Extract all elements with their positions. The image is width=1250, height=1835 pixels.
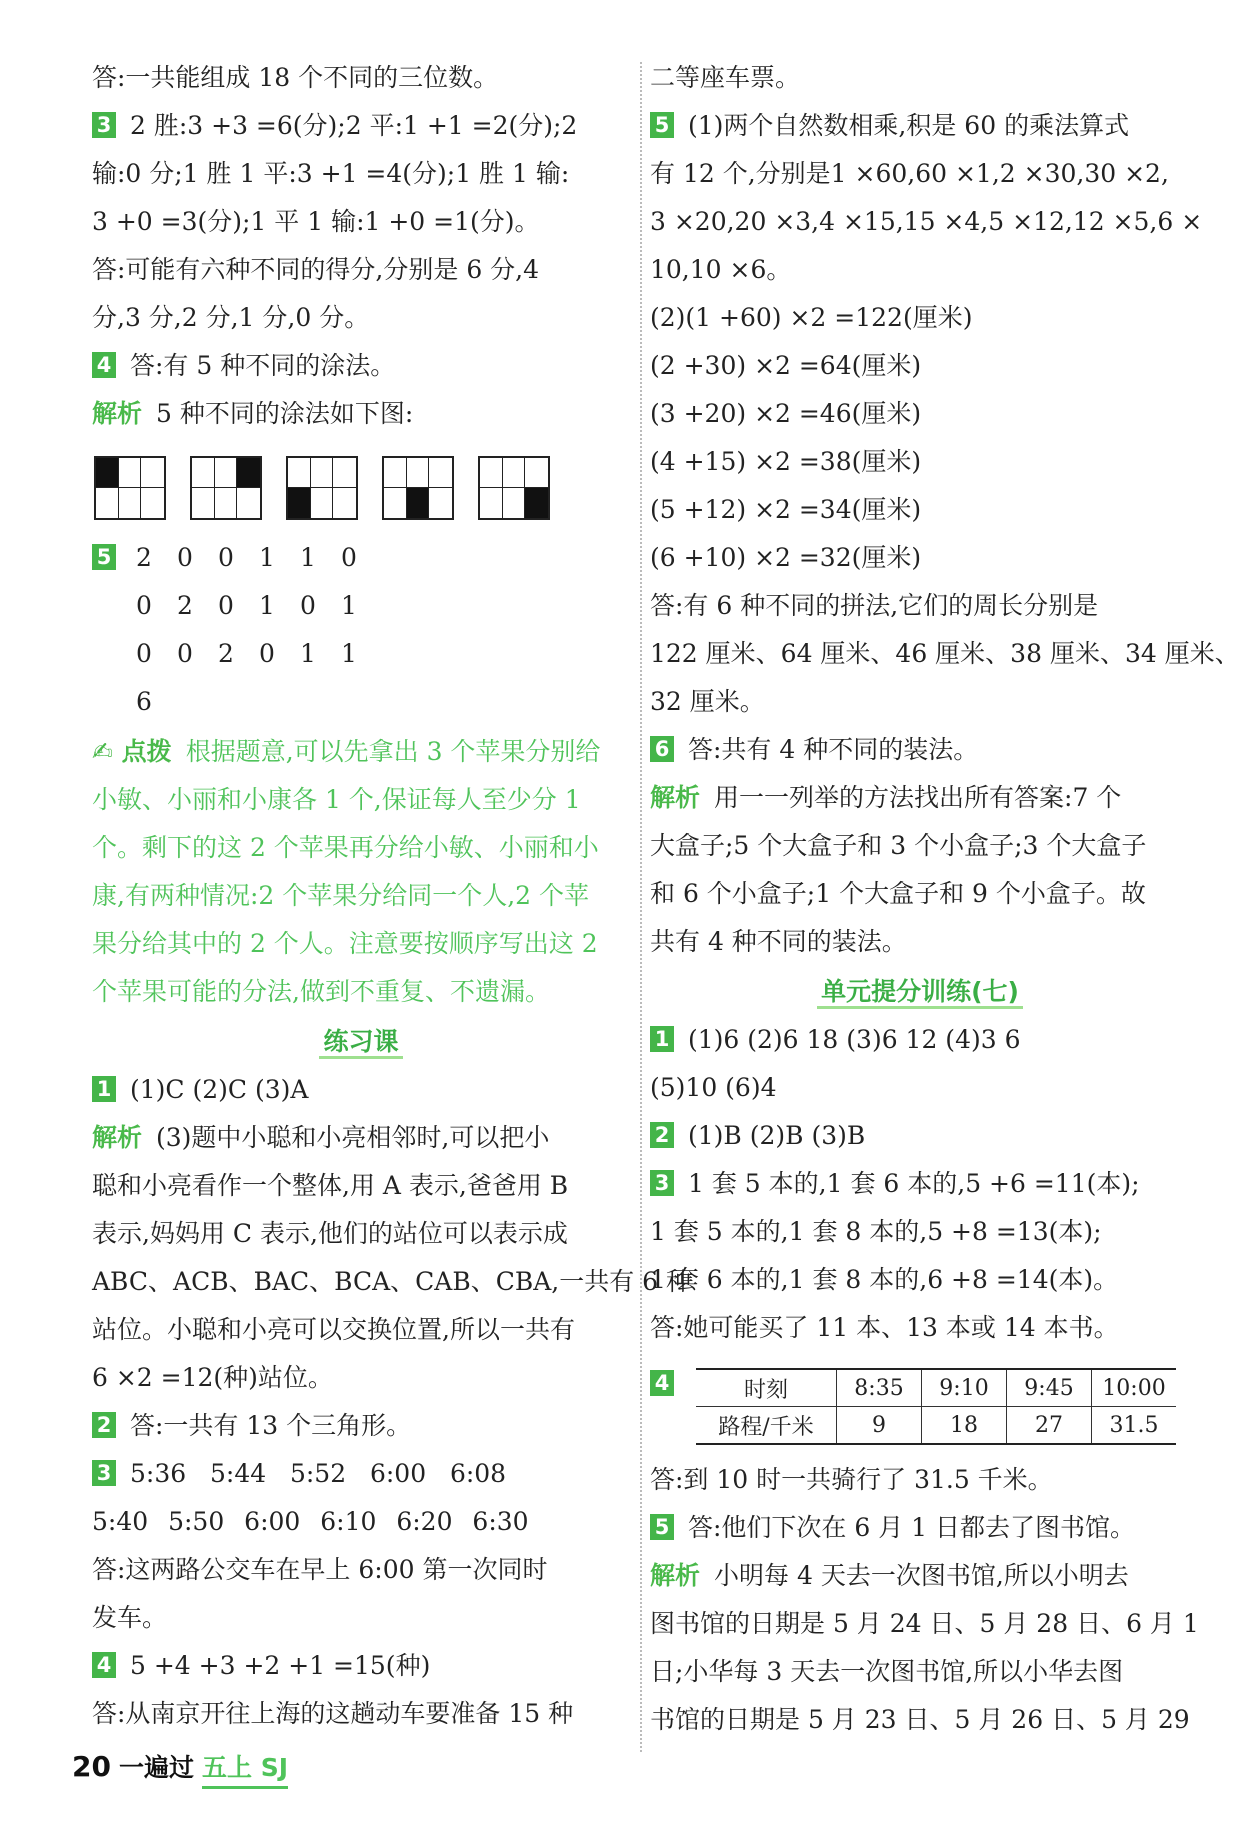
- table-cell: 9: [837, 1407, 922, 1445]
- text-line: (5)10 (6)4: [650, 1073, 777, 1102]
- p3-number-badge: 3: [92, 1460, 116, 1486]
- calc-line: (2 +30) ×2 =64(厘米): [650, 351, 922, 380]
- analysis-label: 解析: [650, 1561, 701, 1590]
- s1-number-badge: 1: [650, 1026, 674, 1052]
- coloring-grid-5: [478, 456, 550, 520]
- answer-line: 答:一共能组成 18 个不同的三位数。: [92, 63, 499, 92]
- p2-number-badge: 2: [92, 1412, 116, 1438]
- table-cell: 9:10: [922, 1369, 1007, 1407]
- table-cell: 18: [922, 1407, 1007, 1445]
- answer-line: 答:可能有六种不同的得分,分别是 6 分,4: [92, 255, 540, 284]
- answer-line: 答:这两路公交车在早上 6:00 第一次同时: [92, 1555, 548, 1584]
- tip-line: 果分给其中的 2 个人。注意要按顺序写出这 2: [92, 929, 598, 958]
- row-header: 路程/千米: [696, 1407, 837, 1445]
- q6-line: 6 答:共有 4 种不同的装法。: [650, 732, 978, 768]
- calc-line: (5 +12) ×2 =34(厘米): [650, 495, 922, 524]
- table-row: [696, 1369, 1176, 1407]
- text-line: 3 ×20,20 ×3,4 ×15,15 ×4,5 ×12,12 ×5,6 ×: [650, 207, 1203, 236]
- q5-number-badge: 5: [650, 112, 674, 138]
- q3-line: 3 2 胜:3 +3 =6(分);2 平:1 +1 =2(分);2: [92, 108, 577, 144]
- text-line: 122 厘米、64 厘米、46 厘米、38 厘米、34 厘米、: [650, 639, 1240, 668]
- s5-number-badge: 5: [650, 1514, 674, 1540]
- text-line: 站位。小聪和小亮可以交换位置,所以一共有: [92, 1315, 575, 1344]
- section-heading: 练习课: [92, 1022, 630, 1058]
- text-line: 1 套 5 本的,1 套 8 本的,5 +8 =13(本);: [650, 1217, 1102, 1246]
- text-line: 分,3 分,2 分,1 分,0 分。: [92, 303, 370, 332]
- p3-line: 3 5:36 5:44 5:52 6:00 6:08: [92, 1456, 506, 1492]
- q4-number-badge: 4: [92, 352, 116, 378]
- table-row: [696, 1407, 1176, 1445]
- text-line: 图书馆的日期是 5 月 24 日、5 月 28 日、6 月 1: [650, 1609, 1199, 1638]
- tip-label: ✍ 点拨: [92, 737, 172, 766]
- analysis-line: 解析 用一一列举的方法找出所有答案:7 个: [650, 783, 1122, 812]
- table-cell: 10:00: [1092, 1369, 1177, 1407]
- calc-line: (2)(1 +60) ×2 =122(厘米): [650, 303, 973, 332]
- text-line: 日;小华每 3 天去一次图书馆,所以小华去图: [650, 1657, 1124, 1686]
- table-cell: 9:45: [1007, 1369, 1092, 1407]
- q5-line: 5 (1)两个自然数相乘,积是 60 的乘法算式: [650, 108, 1129, 144]
- text-line: 二等座车票。: [650, 63, 801, 92]
- analysis-label: 解析: [650, 783, 701, 812]
- calc-line: (6 +10) ×2 =32(厘米): [650, 543, 922, 572]
- answer-line: 答:到 10 时一共骑行了 31.5 千米。: [650, 1465, 1053, 1494]
- tip-line: 小敏、小丽和小康各 1 个,保证每人至少分 1: [92, 785, 581, 814]
- s3-line: 3 1 套 5 本的,1 套 6 本的,5 +6 =11(本);: [650, 1166, 1140, 1202]
- text-line: 和 6 个小盒子;1 个大盒子和 9 个小盒子。故: [650, 879, 1146, 908]
- tip-line: ✍ 点拨 根据题意,可以先拿出 3 个苹果分别给: [92, 737, 601, 766]
- text-line: 大盒子;5 个大盒子和 3 个小盒子;3 个大盒子: [650, 831, 1147, 860]
- coloring-grid-2: [190, 456, 262, 520]
- tip-line: 康,有两种情况:2 个苹果分给同一个人,2 个苹: [92, 881, 590, 910]
- book-title: 一遍过: [118, 1753, 194, 1782]
- p2-line: 2 答:一共有 13 个三角形。: [92, 1408, 411, 1444]
- table-cell: 8:35: [837, 1369, 922, 1407]
- text-line: 表示,妈妈用 C 表示,他们的站位可以表示成: [92, 1219, 568, 1248]
- s4-number-badge: 4: [650, 1370, 674, 1396]
- table-cell: 31.5: [1092, 1407, 1177, 1445]
- column-divider: [640, 62, 642, 1752]
- s1-line: 1 (1)6 (2)6 18 (3)6 12 (4)3 6: [650, 1022, 1020, 1058]
- s5-line: 5 答:他们下次在 6 月 1 日都去了图书馆。: [650, 1510, 1135, 1546]
- s2-line: 2 (1)B (2)B (3)B: [650, 1118, 865, 1154]
- analysis-label: 解析: [92, 1123, 143, 1152]
- text-line: 32 厘米。: [650, 687, 765, 716]
- p1-line: 1 (1)C (2)C (3)A: [92, 1072, 308, 1108]
- calc-line: (4 +15) ×2 =38(厘米): [650, 447, 922, 476]
- tip-line: 个。剩下的这 2 个苹果再分给小敏、小丽和小: [92, 833, 599, 862]
- time-distance-table: [696, 1368, 1176, 1445]
- page-number: 20: [72, 1750, 111, 1783]
- q5-badge-line: [92, 540, 130, 576]
- q5-number-badge: 5: [92, 544, 116, 570]
- text-line: 发车。: [92, 1603, 168, 1632]
- s3-number-badge: 3: [650, 1170, 674, 1196]
- page-footer: [72, 1748, 288, 1789]
- q3-number-badge: 3: [92, 112, 116, 138]
- q6-number-badge: 6: [650, 736, 674, 762]
- analysis-line: 解析 (3)题中小聪和小亮相邻时,可以把小: [92, 1123, 550, 1152]
- analysis-line: 解析 小明每 4 天去一次图书馆,所以小明去: [650, 1561, 1129, 1590]
- answer-line: 答:有 6 种不同的拼法,它们的周长分别是: [650, 591, 1099, 620]
- coloring-grid-3: [286, 456, 358, 520]
- calc-line: (3 +20) ×2 =46(厘米): [650, 399, 922, 428]
- pointer-icon: ✍: [92, 737, 113, 766]
- text-line: 10,10 ×6。: [650, 255, 792, 284]
- text-line: 5:40 5:50 6:00 6:10 6:20 6:30: [92, 1507, 529, 1536]
- text-line: 书馆的日期是 5 月 23 日、5 月 26 日、5 月 29: [650, 1705, 1190, 1734]
- text-line: 1 套 6 本的,1 套 8 本的,6 +8 =14(本)。: [650, 1265, 1119, 1294]
- coloring-grid-4: [382, 456, 454, 520]
- text-line: 聪和小亮看作一个整体,用 A 表示,爸爸用 B: [92, 1171, 569, 1200]
- text-line: 3 +0 =3(分);1 平 1 输:1 +0 =1(分)。: [92, 207, 540, 236]
- grade-label: 五上 SJ: [202, 1748, 288, 1789]
- text-line: 共有 4 种不同的装法。: [650, 927, 907, 956]
- analysis-line: 解析 5 种不同的涂法如下图:: [92, 399, 414, 428]
- text-line: 输:0 分;1 胜 1 平:3 +1 =4(分);1 胜 1 输:: [92, 159, 570, 188]
- text-line: ABC、ACB、BAC、BCA、CAB、CBA,一共有 6 种: [92, 1267, 691, 1296]
- s2-number-badge: 2: [650, 1122, 674, 1148]
- text-line: 6 ×2 =12(种)站位。: [92, 1363, 333, 1392]
- answer-line: 答:从南京开往上海的这趟动车要准备 15 种: [92, 1699, 574, 1728]
- tip-line: 个苹果可能的分法,做到不重复、不遗漏。: [92, 977, 550, 1006]
- answer-line: 答:她可能买了 11 本、13 本或 14 本书。: [650, 1313, 1119, 1342]
- coloring-grid-1: [94, 456, 166, 520]
- text-line: 有 12 个,分别是1 ×60,60 ×1,2 ×30,30 ×2,: [650, 159, 1169, 188]
- q4-line: 4 答:有 5 种不同的涂法。: [92, 348, 395, 384]
- p4-line: 4 5 +4 +3 +2 +1 =15(种): [92, 1648, 430, 1684]
- row-header: 时刻: [696, 1369, 837, 1407]
- section-heading: 单元提分训练(七): [650, 972, 1190, 1008]
- table-cell: 27: [1007, 1407, 1092, 1445]
- p4-number-badge: 4: [92, 1652, 116, 1678]
- number-matrix: 2 0 0 1 1 0 0 2 0 1 0 1 0 0 2 0 1 1 6: [136, 543, 357, 716]
- p1-number-badge: 1: [92, 1076, 116, 1102]
- s4-badge-line: [650, 1366, 688, 1402]
- analysis-label: 解析: [92, 399, 143, 428]
